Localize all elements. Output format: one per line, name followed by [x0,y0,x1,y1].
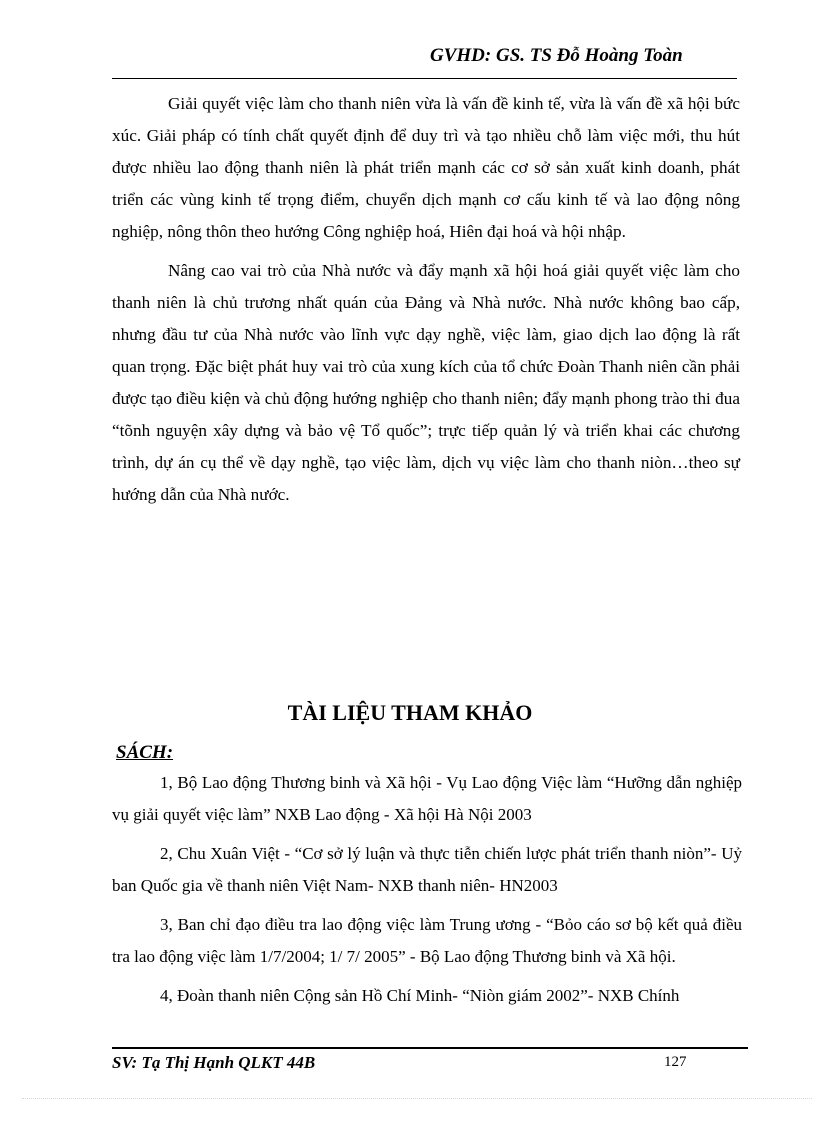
references-list [112,767,742,1012]
footer-divider [112,1047,748,1049]
body-text [112,88,740,511]
body-paragraph: Giải quyết việc làm cho thanh niên vừa là vấn đề kinh tế, vừa là vấn đề xã hội bức xúc. Giải pháp có tính chất quyết định để duy trì và tạo nhiều chỗ làm việc mới, thu hút được nhiều lao động thanh niên là phát triển mạnh các cơ sở sản xuất kinh doanh, phát triển các vùng kinh tế trọng điểm, chuyển dịch mạnh cơ cấu kinh tế và lao động nông nghiệp, nông thôn theo hướng Công nghiệp hoá, Hiên đại hoá và hội nhập. [112,94,740,241]
footer-student: SV: Tạ Thị Hạnh QLKT 44B [112,1053,316,1072]
reference-item: 2, Chu Xuân Việt - “Cơ sở lý luận và thực tiễn chiến lược phát triển thanh niòn”- Uỷ ban Quốc gia về thanh niên Việt Nam- NXB thanh niên- HN2003 [112,844,742,895]
page-bottom-divider [22,1098,812,1099]
page-number: 127 [664,1054,687,1070]
references-title: TÀI LIỆU THAM KHẢO [287,700,533,725]
body-paragraph: Nâng cao vai trò của Nhà nước và đẩy mạnh xã hội hoá giải quyết việc làm cho thanh niên là chủ trương nhất quán của Đảng và Nhà nước. Nhà nước không bao cấp, nhưng đầu tư của Nhà nước vào lĩnh vực dạy nghề, việc làm, giao dịch lao động là rất quan trọng. Đặc biệt phát huy vai trò của xung kích của tổ chức Đoàn Thanh niên cần phải được tạo điều kiện và chủ động hướng nghiệp cho thanh niên; đẩy mạnh phong trào thi đua “tõnh nguyện xây dựng và bảo vệ Tổ quốc”; trực tiếp quản lý và triển khai các chương trình, dự án cụ thể về dạy nghề, tạo việc làm, dịch vụ việc làm cho thanh niòn…theo sự hướng dẫn của Nhà nước. [112,261,740,504]
reference-item: 4, Đoàn thanh niên Cộng sản Hồ Chí Minh- “Niòn giám 2002”- NXB Chính [160,986,680,1005]
reference-item: 3, Ban chỉ đạo điều tra lao động việc làm Trung ương - “Bỏo cáo sơ bộ kết quả điều tra lao động việc làm 1/7/2004; 1/ 7/ 2005” - Bộ Lao động Thương binh và Xã hội. [112,915,742,966]
header-divider [112,78,737,79]
references-subheading: SÁCH: [116,742,174,763]
reference-item: 1, Bộ Lao động Thương binh và Xã hội - Vụ Lao động Việc làm “Hưỡng dẫn nghiệp vụ giải quyết việc làm” NXB Lao động - Xã hội Hà Nội 2003 [112,773,742,824]
page-header-advisor: GVHD: GS. TS Đỗ Hoàng Toàn [430,45,683,66]
